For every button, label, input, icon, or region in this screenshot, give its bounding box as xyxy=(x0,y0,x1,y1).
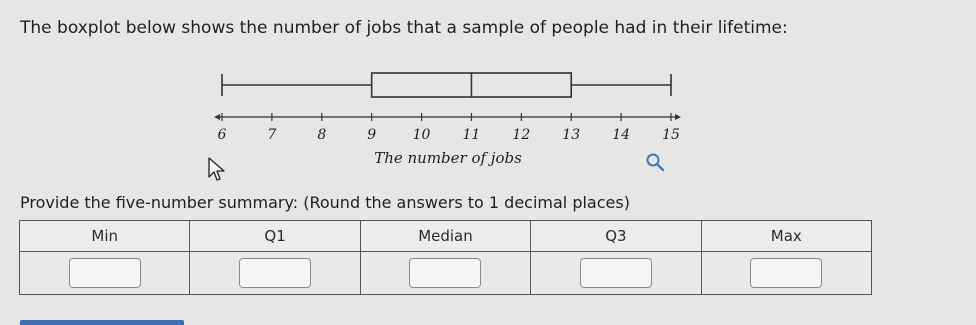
table-header-row xyxy=(20,221,872,252)
median-input[interactable] xyxy=(409,258,481,288)
q3-input[interactable] xyxy=(580,258,652,288)
magnifier-icon[interactable] xyxy=(644,151,666,177)
five-number-summary-table xyxy=(19,220,872,295)
cell-min xyxy=(20,252,190,295)
cell-median xyxy=(360,252,530,295)
max-input[interactable] xyxy=(750,258,822,288)
x-tick-label: 10 xyxy=(412,127,431,143)
x-tick-label: 8 xyxy=(317,127,327,143)
x-axis-left-arrow xyxy=(214,114,220,120)
x-axis-label: The number of jobs xyxy=(374,149,522,167)
x-tick-label: 14 xyxy=(612,127,631,143)
header-max: Max xyxy=(701,221,871,252)
x-tick-label: 6 xyxy=(217,127,227,143)
x-tick-label: 9 xyxy=(367,127,377,143)
x-tick-label: 13 xyxy=(562,127,581,143)
cell-q1 xyxy=(190,252,360,295)
header-q1: Q1 xyxy=(190,221,360,252)
mouse-pointer-icon xyxy=(206,156,228,186)
x-tick-label: 7 xyxy=(267,127,277,143)
header-median: Median xyxy=(360,221,530,252)
x-tick-label: 12 xyxy=(512,127,531,143)
instruction-text: Provide the five-number summary: (Round the answers to 1 decimal places) xyxy=(20,193,630,212)
x-tick-label: 15 xyxy=(662,127,680,143)
header-q3: Q3 xyxy=(531,221,701,252)
cell-q3 xyxy=(531,252,701,295)
x-tick-label: 11 xyxy=(462,127,481,143)
submit-bar[interactable] xyxy=(20,320,184,325)
x-axis-right-arrow xyxy=(675,114,681,120)
q1-input[interactable] xyxy=(239,258,311,288)
min-input[interactable] xyxy=(69,258,141,288)
cell-max xyxy=(701,252,871,295)
question-text: The boxplot below shows the number of jobs that a sample of people had in their lifetime: xyxy=(20,18,788,38)
header-min: Min xyxy=(20,221,190,252)
table-row xyxy=(20,252,872,295)
